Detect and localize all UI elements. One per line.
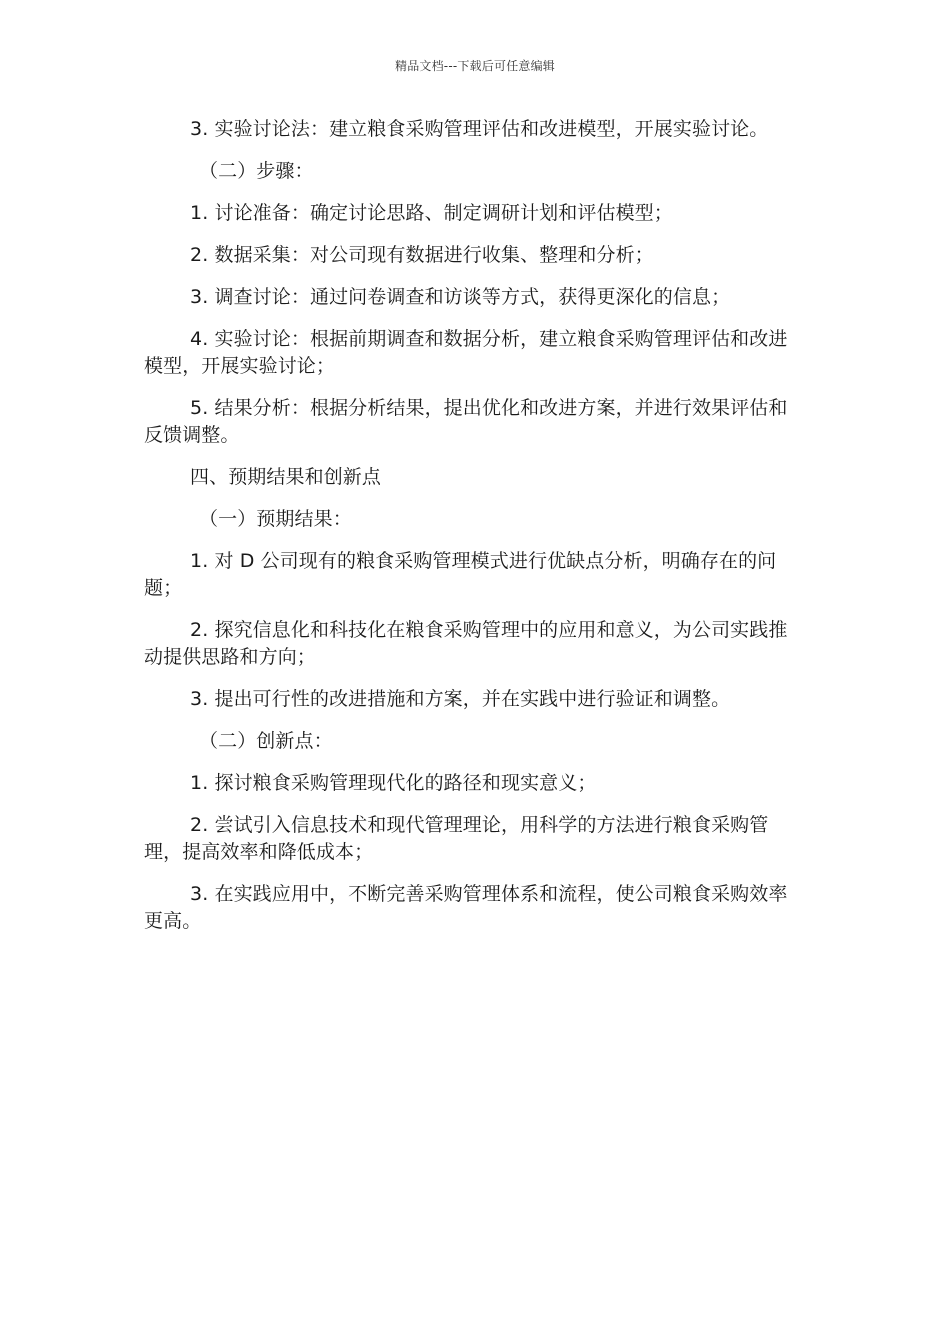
innovation-item-2: 2. 尝试引入信息技术和现代管理理论，用科学的方法进行粮食采购管理，提高效率和降低成本；	[144, 814, 769, 863]
step-item-3: 3. 调查讨论：通过问卷调查和访谈等方式，获得更深化的信息；	[190, 286, 731, 308]
innovation-item-3: 3. 在实践应用中，不断完善采购管理体系和流程，使公司粮食采购效率更高。	[144, 883, 788, 932]
document-body	[144, 116, 806, 950]
page-header: 精品文档---下载后可任意编辑	[395, 59, 555, 73]
result-item-2: 2. 探究信息化和科技化在粮食采购管理中的应用和意义，为公司实践推动提供思路和方向；	[144, 619, 788, 668]
method-item-3: 3. 实验讨论法：建立粮食采购管理评估和改进模型，开展实验讨论。	[190, 118, 769, 140]
step-item-2: 2. 数据采集：对公司现有数据进行收集、整理和分析；	[190, 244, 654, 266]
step-item-5: 5. 结果分析：根据分析结果，提出优化和改进方案，并进行效果评估和反馈调整。	[144, 397, 788, 446]
result-item-1: 1. 对 D 公司现有的粮食采购管理模式进行优缺点分析，明确存在的问题；	[144, 550, 777, 599]
result-item-3: 3. 提出可行性的改进措施和方案，并在实践中进行验证和调整。	[190, 688, 731, 710]
section-heading-steps: （二）步骤：	[199, 160, 314, 182]
section-heading-expected-results: （一）预期结果：	[199, 508, 352, 530]
step-item-4: 4. 实验讨论：根据前期调查和数据分析，建立粮食采购管理评估和改进模型，开展实验讨论；	[144, 328, 788, 377]
section-heading-expected-results-and-innovations: 四、预期结果和创新点	[190, 466, 382, 488]
innovation-item-1: 1. 探讨粮食采购管理现代化的路径和现实意义；	[190, 772, 597, 794]
section-heading-innovations: （二）创新点：	[199, 730, 333, 752]
step-item-1: 1. 讨论准备：确定讨论思路、制定调研计划和评估模型；	[190, 202, 673, 224]
